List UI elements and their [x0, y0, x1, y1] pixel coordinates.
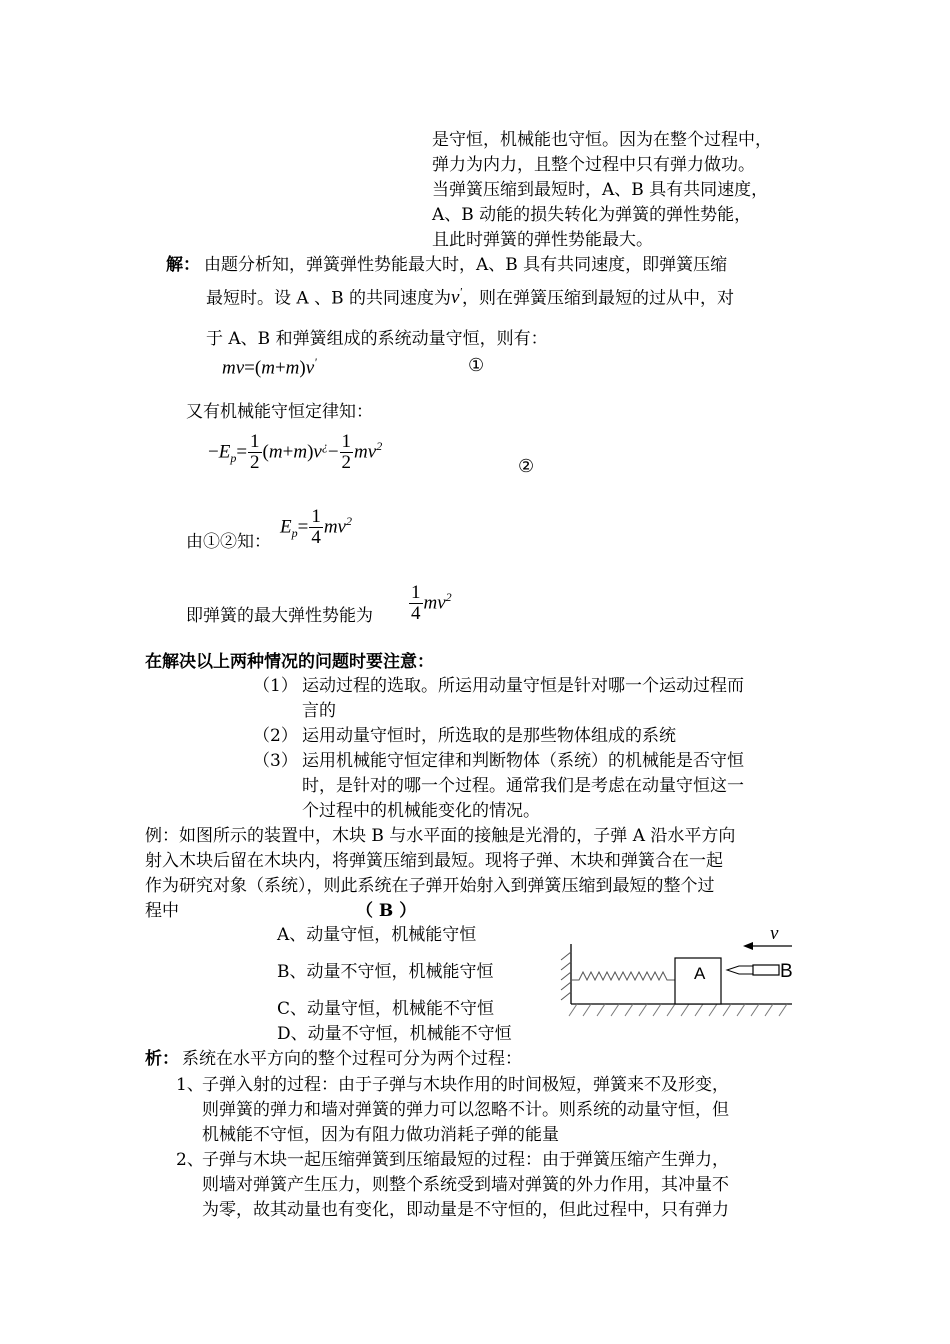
option-c: C、动量守恒，机械能不守恒 — [277, 999, 495, 1019]
text-line: 运用机械能守恒定律和判断物体（系统）的机械能是否守恒 — [302, 751, 744, 771]
text-line: 由题分析知，弹簧弹性势能最大时，A、B 具有共同速度，即弹簧压缩 — [204, 255, 728, 275]
option-b: B、动量不守恒，机械能守恒 — [277, 962, 494, 982]
text-line: 子弹入射的过程：由于子弹与木块作用的时间极短，弹簧来不及形变， — [202, 1075, 729, 1095]
answer: （ B ） — [356, 901, 417, 921]
text-line: 且此时弹簧的弹性势能最大。 — [432, 230, 653, 250]
list-number: （3） — [253, 751, 298, 771]
equation-4: $\frac{1}{4}$ $mv^2$ — [411, 582, 452, 625]
text-line: 又有机械能守恒定律知： — [186, 402, 373, 422]
text-line: 例：如图所示的装置中，木块 B 与水平面的接触是光滑的，子弹 A 沿水平方向 — [145, 826, 736, 846]
notes-heading: 在解决以上两种情况的问题时要注意： — [145, 652, 434, 672]
text-line: 作为研究对象（系统），则此系统在子弹开始射入到弹簧压缩到最短的整个过 — [145, 876, 715, 896]
analysis-label: 析： — [145, 1049, 179, 1069]
text-line: 言的 — [302, 701, 336, 721]
block-label: A — [694, 964, 706, 983]
text-line: 当弹簧压缩到最短时，A、B 具有共同速度， — [432, 180, 769, 200]
text-line: 则弹簧的弹力和墙对弹簧的弹力可以忽略不计。则系统的动量守恒，但 — [202, 1100, 729, 1120]
list-number: 2、 — [176, 1150, 204, 1170]
text-line: 个过程中的机械能变化的情况。 — [302, 801, 540, 821]
option-d: D、动量不守恒，机械能不守恒 — [277, 1024, 512, 1044]
text-line: 即弹簧的最大弹性势能为 — [186, 606, 373, 626]
equation-tag: ① — [468, 355, 485, 376]
text-line: 则墙对弹簧产生压力，则整个系统受到墙对弹簧的外力作用，其冲量不 — [202, 1175, 729, 1195]
text-line: 程中 — [145, 901, 179, 921]
list-number: （2） — [253, 726, 298, 746]
text-line: 运用动量守恒时，所选取的是那些物体组成的系统 — [302, 726, 676, 746]
equation-3: $E_p=$ $\frac{1}{4}$ $mv^2$ — [280, 506, 352, 549]
bullet-label: B — [780, 961, 793, 982]
text-line: 最短时。设 A 、B 的共同速度为v'，则在弹簧压缩到最短的过从中，对 — [206, 285, 734, 309]
text-line: 机械能不守恒，因为有阻力做功消耗子弹的能量 — [202, 1125, 559, 1145]
text-line: 为零，故其动量也有变化，即动量是不守恒的，但此过程中，只有弹力 — [202, 1200, 729, 1220]
option-a: A、动量守恒，机械能守恒 — [277, 925, 477, 945]
equation-1: mv=(m+m)v' — [222, 355, 317, 379]
text-line: 射入木块后留在木块内，将弹簧压缩到最短。现将子弹、木块和弹簧合在一起 — [145, 851, 723, 871]
velocity-symbol: v' — [450, 285, 462, 309]
text-line: 子弹与木块一起压缩弹簧到压缩最短的过程：由于弹簧压缩产生弹力， — [202, 1150, 729, 1170]
text-line: 时，是针对的哪一个过程。通常我们是考虑在动量守恒这一 — [302, 776, 744, 796]
text-line: 是守恒，机械能也守恒。因为在整个过程中， — [432, 130, 772, 150]
equation-2: $-E_p=$ $\frac{1}{2}$ (m+m)v¿− $\frac{1}{2}$ $mv^2$ — [208, 431, 383, 474]
text-line: 于 A、B 和弹簧组成的系统动量守恒，则有： — [206, 329, 548, 349]
text-line: 系统在水平方向的整个过程可分为两个过程： — [182, 1049, 522, 1069]
solution-label: 解： — [166, 255, 200, 275]
velocity-label: v — [770, 923, 779, 944]
text-line: 运动过程的选取。所运用动量守恒是针对哪一个运动过程而 — [302, 676, 744, 696]
equation-tag: ② — [518, 456, 535, 477]
text-line: 弹力为内力，且整个过程中只有弹力做功。 — [432, 155, 755, 175]
text-line: 由①②知： — [186, 532, 271, 552]
text-line: A、B 动能的损失转化为弹簧的弹性势能， — [432, 205, 752, 225]
list-number: 1、 — [176, 1075, 204, 1095]
list-number: （1） — [253, 676, 298, 696]
